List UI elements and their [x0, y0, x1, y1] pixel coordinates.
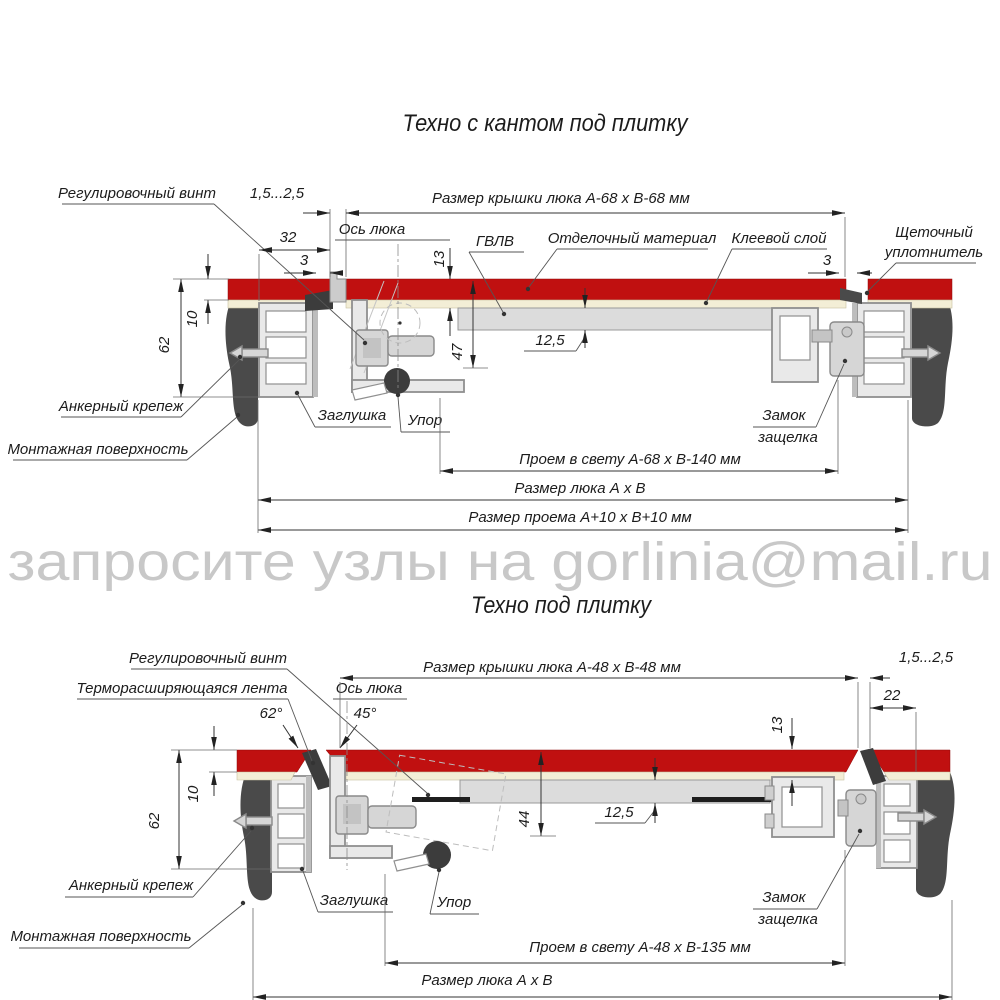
dim-12-5: 12,5: [604, 804, 634, 821]
dim-62: 62: [146, 812, 163, 830]
leader-dot: [865, 291, 869, 295]
leader-dot: [437, 868, 441, 872]
label-plug: Заглушка: [319, 892, 389, 909]
adhesive-cover: [346, 300, 846, 308]
leader-dot: [238, 355, 242, 359]
stop-roller: [384, 368, 410, 394]
leader-line: [817, 834, 859, 909]
tile-cover: [346, 279, 846, 300]
lock-tab: [765, 786, 774, 800]
leader-line: [193, 831, 251, 897]
dim-62: 62: [156, 336, 173, 354]
leader-dot: [300, 867, 304, 871]
label-finishing-material: Отделочный материал: [547, 230, 717, 247]
label-adhesive-layer: Клеевой слой: [731, 230, 827, 247]
mounting-surface-right: [912, 301, 953, 426]
angle-arrow: [283, 725, 298, 748]
leader-line: [189, 905, 242, 948]
leader-dot: [363, 341, 367, 345]
tile-cover: [326, 750, 858, 772]
leader-line: [298, 395, 315, 427]
drawing2-section: [234, 748, 955, 900]
adjusting-rod: [412, 797, 470, 802]
anchor-icon: [242, 349, 268, 357]
tile-right: [870, 750, 950, 772]
adhesive-left: [237, 772, 295, 780]
leader-dot: [236, 413, 240, 417]
hinge-cylinder: [368, 806, 416, 828]
frame-cell: [278, 784, 304, 808]
gvl-board: [458, 308, 774, 330]
drawing1-title: Техно с кантом под плитку: [402, 110, 690, 137]
stop-bracket: [394, 854, 429, 871]
watermark-text: запросите узлы на gorlinia@mail.ru: [7, 532, 993, 592]
dim-hatch-size: Размер люка А х В: [421, 972, 553, 989]
frame-cell: [278, 844, 304, 868]
dim-angle-45: 45°: [353, 705, 377, 722]
angle-arrow: [340, 725, 357, 748]
dim-hatch-size: Размер люка А х В: [514, 480, 646, 497]
frame-cell: [278, 814, 304, 838]
frame-cell: [864, 363, 904, 384]
leader-line: [645, 810, 655, 823]
frame-serration: [306, 776, 311, 872]
dim-47: 47: [449, 343, 466, 361]
anchor-icon: [898, 813, 924, 821]
leader-dot: [502, 312, 506, 316]
dim-10: 10: [185, 785, 202, 803]
anchor-icon: [246, 817, 272, 825]
dim-3-right: 3: [822, 252, 832, 269]
leader-line: [187, 417, 237, 460]
label-stop: Упор: [407, 412, 443, 429]
anchor-icon: [902, 349, 928, 357]
dim-angle-62: 62°: [259, 705, 283, 722]
dim-32: 32: [279, 229, 297, 246]
hinge-center: [398, 321, 401, 324]
label-lock-1: Замок: [762, 889, 806, 906]
frame-cell: [266, 311, 306, 332]
dim-13: 13: [769, 716, 786, 734]
lock-latch: [838, 800, 848, 816]
edge-trim-kant: [330, 272, 346, 302]
frame-cell: [884, 840, 910, 862]
leader-line: [303, 871, 318, 912]
adhesive-cover: [346, 772, 844, 780]
label-stop: Упор: [436, 894, 472, 911]
adjusting-rod: [692, 797, 772, 802]
label-gvl: ГВЛВ: [475, 233, 515, 250]
frame-cell: [266, 337, 306, 358]
screw-cap: [343, 804, 361, 824]
label-brush-seal-2: уплотнитель: [884, 244, 984, 261]
anchor-tip-icon: [234, 814, 246, 828]
cover-lock-cell: [780, 316, 810, 360]
dim-13: 13: [431, 250, 448, 268]
dim-gap: 1,5...2,5: [898, 649, 954, 666]
leader-dot: [396, 393, 400, 397]
cover-lock-cell: [782, 787, 822, 827]
label-anchor-fastener: Анкерный крепеж: [68, 877, 194, 894]
adhesive-right: [884, 772, 950, 780]
label-hatch-axis: Ось люка: [338, 221, 406, 238]
label-brush-seal-1: Щеточный: [895, 224, 973, 241]
leader-dot: [250, 826, 254, 830]
drawing1-section: [225, 272, 952, 426]
dim-gap: 1,5...2,5: [249, 185, 305, 202]
lock-tab: [765, 814, 774, 828]
leader-dot: [704, 301, 708, 305]
tile-right: [868, 279, 952, 300]
label-mounting-surface: Монтажная поверхность: [10, 928, 192, 945]
cover-bottom-profile: [330, 846, 392, 858]
dim-12-5: 12,5: [535, 332, 565, 349]
label-hatch-axis: Ось люка: [335, 680, 403, 697]
leader-line: [181, 360, 239, 417]
dim-10: 10: [184, 310, 201, 328]
mounting-surface-right: [916, 772, 955, 897]
frame-serration: [876, 776, 881, 868]
hinge-cylinder: [388, 336, 434, 356]
dim-3-left: 3: [299, 252, 309, 269]
label-plug: Заглушка: [317, 407, 387, 424]
leader-dot: [843, 359, 847, 363]
frame-serration: [313, 303, 318, 397]
frame-cell: [864, 311, 904, 332]
mounting-surface-left: [240, 773, 272, 900]
leader-dot: [426, 793, 430, 797]
dim-opening-size: Размер проема А+10 х В+10 мм: [468, 509, 692, 526]
dim-cover-size: Размер крышки люка А-48 х В-48 мм: [423, 659, 681, 676]
label-lock-2: защелка: [758, 911, 818, 928]
dim-clear-opening: Проем в свету А-68 х В-140 мм: [519, 451, 741, 468]
dim-cover-size: Размер крышки люка А-68 х В-68 мм: [432, 190, 690, 207]
leader-dot: [311, 761, 315, 765]
leader-dot: [295, 391, 299, 395]
drawing2-title: Техно под плитку: [471, 592, 653, 619]
lock-knob: [842, 327, 852, 337]
leader-dot: [858, 829, 862, 833]
lock-latch: [812, 330, 832, 342]
label-mounting-surface: Монтажная поверхность: [7, 441, 189, 458]
label-anchor-fastener: Анкерный крепеж: [58, 398, 184, 415]
dim-22: 22: [883, 687, 901, 704]
lock-knob: [856, 794, 866, 804]
dim-44: 44: [516, 810, 533, 828]
label-lock-2: защелка: [758, 429, 818, 446]
frame-cell: [864, 337, 904, 358]
leader-line: [398, 397, 401, 432]
leader-dot: [526, 287, 530, 291]
leader-line: [576, 337, 585, 351]
frame-cell: [884, 784, 910, 806]
label-adjusting-screw: Регулировочный винт: [57, 185, 217, 202]
leader-dot: [241, 901, 245, 905]
tile-left: [237, 750, 311, 772]
label-thermal-tape: Терморасширяющаяся лента: [76, 680, 288, 697]
frame-cell: [266, 363, 306, 384]
mounting-surface-left: [225, 301, 258, 426]
dim-clear-opening: Проем в свету А-48 х В-135 мм: [529, 939, 751, 956]
label-adjusting-screw: Регулировочный винт: [128, 650, 288, 667]
label-lock-1: Замок: [762, 407, 806, 424]
